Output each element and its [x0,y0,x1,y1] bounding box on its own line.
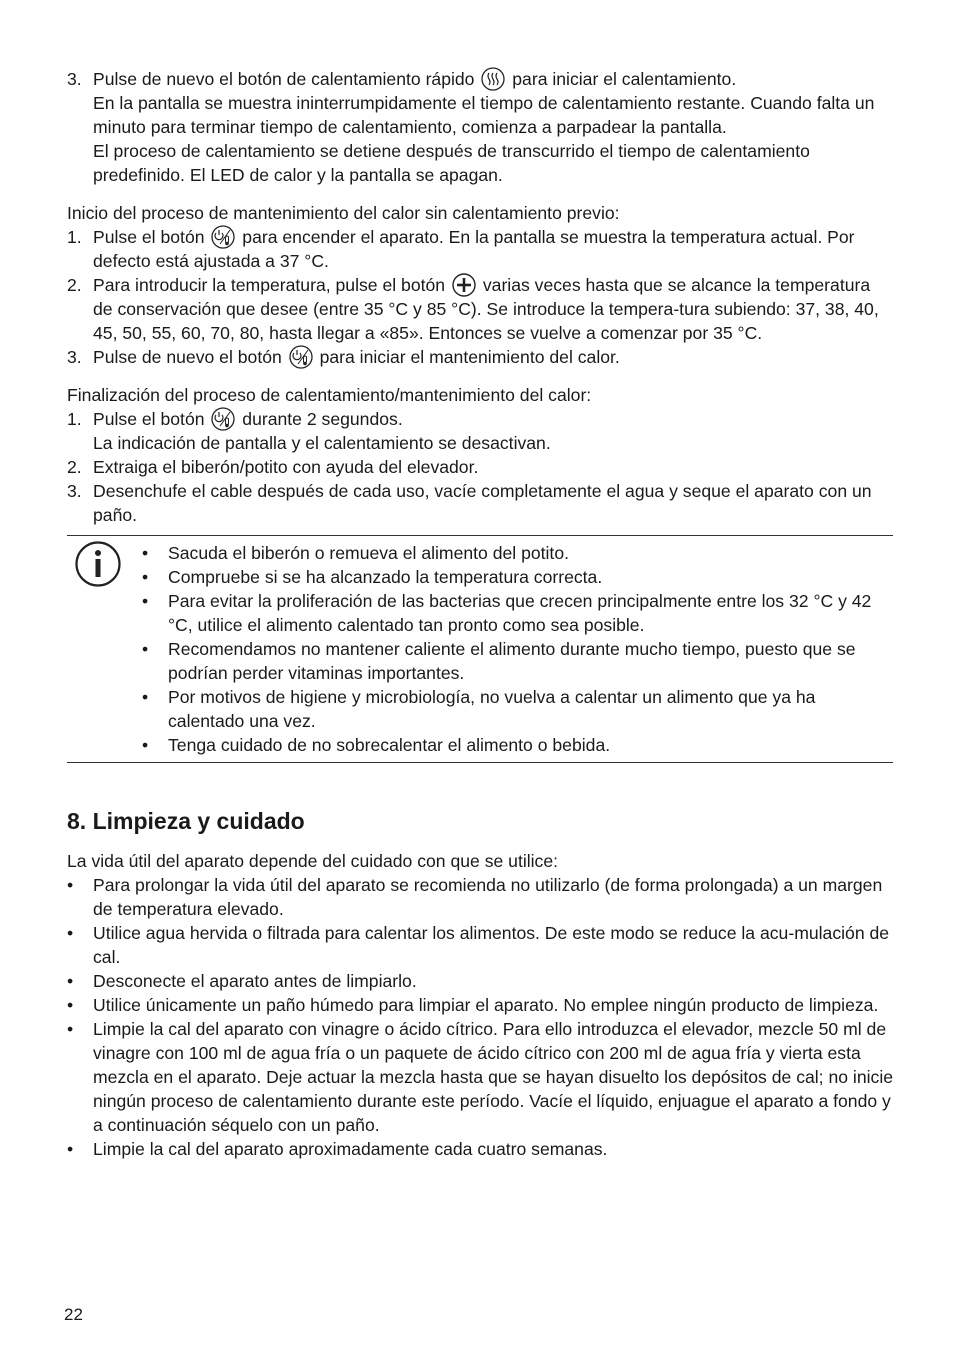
info-item [142,733,893,757]
info-text: Compruebe si se ha alcanzado la temperatura correcta. [168,567,603,587]
step-detail: La indicación de pantalla y el calentamiento se desactivan. [93,433,551,453]
bullet: • [67,1139,74,1159]
step-number: 3. [67,347,82,367]
power-thermometer-icon [211,225,235,249]
step-text-before: Pulse el botón [93,227,205,247]
info-text: Tenga cuidado de no sobrecalentar el alimento o bebida. [168,735,611,755]
step-number: 2. [67,457,82,477]
finish-step-1 [67,407,893,455]
bullet: • [142,543,149,563]
section-heading: 8. Limpieza y cuidado [67,808,305,834]
plus-icon [452,273,476,297]
keep-warm-step-2 [67,273,893,345]
power-thermometer-icon [289,345,313,369]
finish-intro: Finalización del proceso de calentamiento/mantenimiento del calor: [67,385,592,405]
cleaning-text: Para prolongar la vida útil del aparato se recomienda no utilizarlo (de forma prolongada) a un margen de temperatura elevado. [93,875,883,919]
info-item [142,565,893,589]
step-text-after: para iniciar el calentamiento. [512,69,737,89]
cleaning-text: Desconecte el aparato antes de limpiarlo. [93,971,417,991]
cleaning-text: Utilice únicamente un paño húmedo para limpiar el aparato. No emplee ningún producto de limpieza. [93,995,879,1015]
cleaning-item [67,993,893,1017]
page-number: 22 [64,1305,83,1324]
step-text-before: Pulse de nuevo el botón de calentamiento rápido [93,69,475,89]
step-text-after: varias veces hasta que se alcance la temperatura de conservación que desee (entre 35 °C y 85 °C). Se introduce la tempera-tura subiendo: 37, 38, 40, 45, 50, 55, 60, 70, 80, hasta llegar a «85». Entonces se vuelve a comenzar por 35 °C. [93,275,879,343]
step-number: 3. [67,481,82,501]
bullet: • [67,875,74,895]
step-text-after: para iniciar el mantenimiento del calor. [319,347,620,367]
step-number: 1. [67,227,82,247]
bullet: • [142,639,149,659]
info-item [142,637,893,685]
bullet: • [67,1019,74,1039]
bullet: • [142,567,149,587]
bullet: • [67,923,74,943]
quick-heat-icon [481,67,505,91]
info-item [142,541,893,565]
step-text-after: para encender el aparato. En la pantalla se muestra la temperatura actual. Por defecto está ajustada a 37 °C. [93,227,855,271]
cleaning-intro: La vida útil del aparato depende del cuidado con que se utilice: [67,851,559,871]
keep-warm-step-1 [67,225,893,273]
bullet: • [142,735,149,755]
keep-warm-step-3 [67,345,893,369]
bullet: • [142,687,149,707]
bullet: • [142,591,149,611]
finish-step-3 [67,479,893,527]
step-text: Extraiga el biberón/potito con ayuda del elevador. [93,457,479,477]
step-text: Desenchufe el cable después de cada uso, vacíe completamente el agua y seque el aparato con un paño. [93,481,872,525]
finish-step-2 [67,455,893,479]
info-text: Recomendamos no mantener caliente el alimento durante mucho tiempo, puesto que se podrían perder vitaminas importantes. [168,639,856,683]
bullet: • [67,971,74,991]
step-text-before: Para introducir la temperatura, pulse el botón [93,275,446,295]
step-number: 1. [67,409,82,429]
cleaning-item [67,1017,893,1137]
cleaning-item [67,921,893,969]
cleaning-text: Limpie la cal del aparato con vinagre o ácido cítrico. Para ello introduzca el elevador, mezcle 50 ml de vinagre con 100 ml de agua fría o un paquete de ácido cítrico con 200 ml de agua fría y vierta esta mezcla en el aparato. Deje actuar la mezcla hasta que se hayan disuelto los depósitos de cal; no inicie ningún proceso de calentamiento durante este período. Vacíe el líquido, enjuague el aparato a fondo y a continuación séquelo con un paño. [93,1019,894,1135]
info-item [142,685,893,733]
info-icon [74,540,122,588]
step-detail: En la pantalla se muestra ininterrumpidamente el tiempo de calentamiento restante. Cuando falta un minuto para terminar tiempo de calentamiento, comienza a parpadear la pantalla. [93,93,875,137]
bullet: • [67,995,74,1015]
info-text: Para evitar la proliferación de las bacterias que crecen principalmente entre los 32 °C y 42 °C, utilice el alimento calentado tan pronto como sea posible. [168,591,872,635]
step-number: 2. [67,275,82,295]
quick-heat-step [67,67,893,187]
step-number: 3. [67,69,82,89]
keep-warm-intro: Inicio del proceso de mantenimiento del calor sin calentamiento previo: [67,203,620,223]
step-text-before: Pulse de nuevo el botón [93,347,282,367]
cleaning-text: Utilice agua hervida o filtrada para calentar los alimentos. De este modo se reduce la acu-mulación de cal. [93,923,890,967]
manual-page [67,67,893,1161]
cleaning-item [67,873,893,921]
cleaning-text: Limpie la cal del aparato aproximadamente cada cuatro semanas. [93,1139,608,1159]
step-text-after: durante 2 segundos. [242,409,403,429]
info-text: Por motivos de higiene y microbiología, no vuelva a calentar un alimento que ya ha calentado una vez. [168,687,816,731]
cleaning-item [67,1137,893,1161]
power-thermometer-icon [211,407,235,431]
info-item [142,589,893,637]
cleaning-item [67,969,893,993]
info-box [67,535,893,763]
step-text-before: Pulse el botón [93,409,205,429]
info-text: Sacuda el biberón o remueva el alimento del potito. [168,543,569,563]
step-detail: El proceso de calentamiento se detiene después de transcurrido el tiempo de calentamiento predefinido. El LED de calor y la pantalla se apagan. [93,141,810,185]
